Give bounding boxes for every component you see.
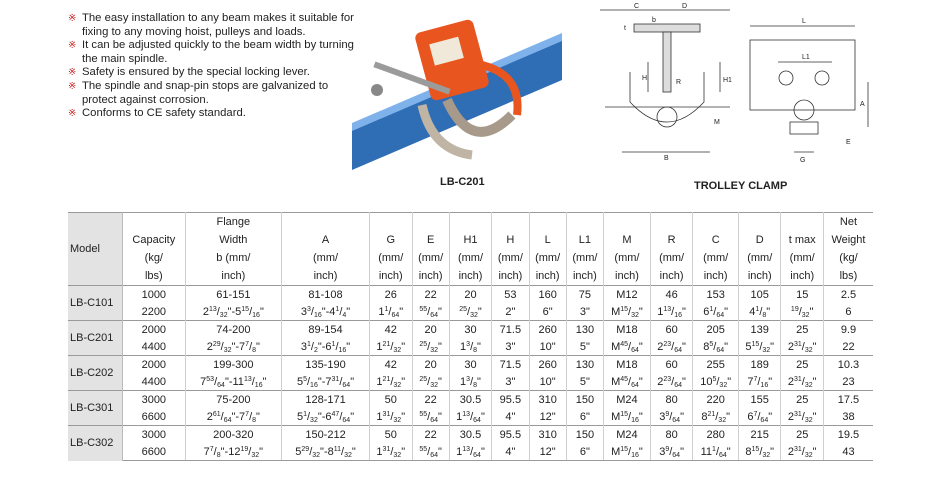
table-row [68,373,873,391]
table-cell: 25 [781,391,823,409]
header-weight: Weight [831,234,866,246]
header-e: (mm/ [412,249,449,267]
table-cell: 5" [566,373,603,391]
diagram-caption: TROLLEY CLAMP [694,180,788,192]
table-cell: $M^{15}/_{16}$" [604,443,651,461]
table-cell: 153 [693,286,739,304]
header-r: inch) [650,267,692,286]
header-h1: H1 [449,231,491,249]
table-cell: $4^1/_8$" [739,303,781,321]
header-t-max: t max [781,231,823,249]
header-e: inch) [412,267,449,286]
table-cell: 38 [842,410,855,423]
table-cell: 255 [693,356,739,374]
table-cell: 10" [529,373,566,391]
table-cell: 75-200 [185,391,281,409]
table-row [68,356,873,374]
table-cell: 19.5 [823,426,873,444]
header-g: inch) [370,267,412,286]
table-cell: M18 [604,321,651,339]
table-row [68,321,873,339]
table-cell: M24 [604,391,651,409]
table-cell: 53 [492,286,529,304]
table-cell: 310 [529,391,566,409]
table-cell: $5^1/_{32}"-6^{47}/_{64}$" [282,408,370,426]
label-g: G [800,157,806,164]
table-cell: 46 [650,286,692,304]
table-cell: $^{25}/_{32}$" [449,303,491,321]
table-cell: 89-154 [282,321,370,339]
table-row [68,303,873,321]
table-cell: 12" [529,443,566,461]
table-cell: 160 [529,286,566,304]
table-cell: $3^3/_{16}"-4^1/_4$" [282,303,370,321]
header-m: (mm/ [604,249,651,267]
table-cell: 2200 [123,303,186,321]
table-cell: $2^{31}/_{32}$" [781,338,823,356]
table-cell: $2^{31}/_{32}$" [781,443,823,461]
front-view-diagram [740,2,870,164]
table-cell: 22 [412,391,449,409]
header-row [68,249,873,267]
header-t-max: inch) [781,267,823,286]
table-cell: M18 [604,356,651,374]
table-cell: $2^{31}/_{32}$" [781,408,823,426]
table-cell: $1^1/_{64}$" [370,303,412,321]
table-row [68,391,873,409]
header-m [604,213,651,232]
table-cell: 30.5 [449,391,491,409]
table-cell: 150 [566,391,603,409]
table-cell: 95.5 [492,391,529,409]
label-c: C [634,3,640,10]
table-cell: 30 [449,321,491,339]
table-cell: $6^1/_{64}$" [693,303,739,321]
table-cell: $1^3/_8$" [449,373,491,391]
header-l: inch) [529,267,566,286]
table-cell: 3" [492,373,529,391]
table-cell: 6" [566,443,603,461]
clamp-ring [657,107,677,127]
table-cell: 215 [739,426,781,444]
header-g: (mm/ [370,249,412,267]
feature-text: The easy installation to any beam makes it suitable for fixing to any moving hoist, pulleys and loads. [82,12,354,38]
header-row [68,213,873,232]
header-row [68,267,873,286]
label-l1: L1 [802,54,810,61]
table-cell: 3000 [123,391,186,409]
header-a: inch) [282,267,370,286]
table-cell: 81-108 [282,286,370,304]
header-model: Model [68,213,123,286]
table-cell: 155 [739,391,781,409]
label-d: D [682,3,688,10]
table-cell: $^{25}/_{32}$" [412,373,449,391]
table-cell: $5^5/_{16}"-7^{31}/_{64}$" [282,373,370,391]
feature-text: Conforms to CE safety standard. [82,107,246,120]
header-d: D [739,231,781,249]
feature-item [68,39,358,66]
table-cell: $7^7/_{16}$" [739,373,781,391]
table-cell: $8^5/_{64}$" [693,338,739,356]
header-c [693,213,739,232]
table-row [68,286,873,304]
table-cell: $1^{13}/_{64}$" [449,408,491,426]
table-cell: $2^{61}/_{64}"-7^7/_8$" [185,408,281,426]
header-c: C [693,231,739,249]
header-d: (mm/ [739,249,781,267]
table-cell: 6" [529,303,566,321]
table-cell: 150-212 [282,426,370,444]
table-cell: 128-171 [282,391,370,409]
header-l1 [566,213,603,232]
table-cell: 30 [449,356,491,374]
table-cell: M12 [604,286,651,304]
table-cell: $1^{21}/_{32}$" [370,373,412,391]
table-cell: 205 [693,321,739,339]
table-cell: 4" [492,408,529,426]
header-capacity [123,213,186,232]
feature-text: The spindle and snap-pin stops are galvanized to protect against corrosion. [82,79,329,106]
header-weight: lbs) [839,270,858,282]
table-cell: $2^{13}/_{32}"-5^{15}/_{16}$" [185,303,281,321]
table-cell: $1^3/_8$" [449,338,491,356]
table-cell: 1000 [123,286,186,304]
label-r: R [676,79,682,86]
table-cell: 2000 [123,356,186,374]
header-d [739,213,781,232]
label-h1: H1 [723,77,732,84]
table-cell: $M^{15}/_{16}$" [604,408,651,426]
header-h: inch) [492,267,529,286]
label-h: H [642,75,648,82]
model-cell: LB-C202 [68,356,123,391]
label-a: A [860,101,865,108]
table-cell: 22 [842,340,855,353]
table-cell: $2^{23}/_{64}$" [650,338,692,356]
table-cell: 260 [529,356,566,374]
table-cell: $11^1/_{64}$" [693,443,739,461]
clamp-base [790,122,818,134]
feature-item [68,80,358,107]
table-cell: 199-300 [185,356,281,374]
table-cell: $^{19}/_{32}$" [781,303,823,321]
table-cell: $7^7/_8"-12^{19}/_{32}$" [185,443,281,461]
photo-caption: LB-C201 [440,176,485,188]
table-cell: 75 [566,286,603,304]
model-cell: LB-C201 [68,321,123,356]
header-flange: Flange [185,213,281,232]
table-cell: 61-151 [185,286,281,304]
header-l1: inch) [566,267,603,286]
header-r [650,213,692,232]
header-h: H [492,231,529,249]
table-row [68,443,873,461]
table-cell: 22 [412,286,449,304]
table-cell: 50 [370,426,412,444]
header-h: (mm/ [492,249,529,267]
header-l [529,213,566,232]
header-h1: (mm/ [449,249,491,267]
table-cell: 6" [566,408,603,426]
table-cell: $3^9/_{64}$" [650,408,692,426]
table-cell: 139 [739,321,781,339]
table-row [68,426,873,444]
table-cell: $M^{45}/_{64}$" [604,338,651,356]
table-cell: $1^{31}/_{32}$" [370,408,412,426]
table-cell: 74-200 [185,321,281,339]
feature-list [68,12,358,121]
table-cell: 189 [739,356,781,374]
feature-item [68,107,358,121]
table-cell: 280 [693,426,739,444]
beam-flange-top [634,24,700,32]
feature-item [68,12,358,39]
header-m: inch) [604,267,651,286]
header-l: (mm/ [529,249,566,267]
label-b: B [664,155,669,162]
table-cell: 25 [781,426,823,444]
label-e: E [846,139,851,146]
table-cell: 260 [529,321,566,339]
header-g [370,213,412,232]
header-row [68,231,873,249]
table-cell: $^{55}/_{64}$" [412,303,449,321]
spindle-knob [371,84,383,96]
table-cell: 200-320 [185,426,281,444]
table-cell: 310 [529,426,566,444]
model-cell: LB-C101 [68,286,123,321]
table-cell: $6^7/_{64}$" [739,408,781,426]
header-a [282,213,370,232]
header-flange: b (mm/ [185,249,281,267]
header-d: inch) [739,267,781,286]
table-cell: 6 [845,305,852,318]
table-cell: 50 [370,391,412,409]
table-cell: $1^{21}/_{32}$" [370,338,412,356]
table-cell: 60 [650,356,692,374]
table-cell: 150 [566,426,603,444]
table-cell: 25 [781,356,823,374]
table-cell: 60 [650,321,692,339]
product-photo [352,5,562,170]
table-cell: $8^{15}/_{32}$" [739,443,781,461]
table-cell: 130 [566,321,603,339]
table-cell: 95.5 [492,426,529,444]
table-cell: 43 [823,443,873,461]
table-cell: 2.5 [823,286,873,304]
table-cell: $M^{45}/_{64}$" [604,373,651,391]
side-view-diagram [590,2,750,164]
table-cell: 42 [370,321,412,339]
header-m: M [604,231,651,249]
feature-mark-icon: ※ [68,108,77,120]
table-cell: 4400 [123,373,186,391]
beam-web [663,32,671,92]
table-cell: 5" [566,338,603,356]
table-cell: $3^1/_2"-6^1/_{16}$" [282,338,370,356]
table-cell: $2^{23}/_{64}$" [650,373,692,391]
table-cell: $^{55}/_{64}$" [412,443,449,461]
table-cell: $5^{15}/_{32}$" [739,338,781,356]
header-t-max: (mm/ [781,249,823,267]
spec-table [68,212,873,461]
table-cell: $3^9/_{64}$" [650,443,692,461]
header-capacity: lbs) [123,267,186,286]
table-cell: 10.3 [823,356,873,374]
feature-text: It can be adjusted quickly to the beam width by turning the main spindle. [82,39,354,65]
label-l: L [802,18,806,25]
header-weight: Net [823,213,873,232]
wheel-right [815,71,829,85]
table-cell: 130 [566,356,603,374]
feature-mark-icon: ※ [68,67,77,79]
table-cell: $1^{13}/_{16}$" [650,303,692,321]
table-row [68,408,873,426]
table-cell: $1^{13}/_{64}$" [449,443,491,461]
table-cell: $8^{21}/_{32}$" [693,408,739,426]
table-cell: 25 [781,321,823,339]
table-cell: 220 [693,391,739,409]
header-capacity: Capacity [123,231,186,249]
table-cell: 30.5 [449,426,491,444]
feature-mark-icon: ※ [68,13,77,24]
table-cell: 3000 [123,426,186,444]
header-a: (mm/ [282,249,370,267]
label-t: t [624,25,626,32]
table-cell: $^{25}/_{32}$" [412,338,449,356]
header-t-max [781,213,823,232]
header-l: L [529,231,566,249]
table-cell: $2^{31}/_{32}$" [781,373,823,391]
table-cell: 80 [650,426,692,444]
table-cell: 17.5 [823,391,873,409]
header-flange: Width [185,231,281,249]
wheel-left [779,71,793,85]
feature-mark-icon: ※ [68,40,77,52]
table-cell: 20 [412,356,449,374]
header-a: A [282,231,370,249]
table-cell: 4400 [123,338,186,356]
header-h1 [449,213,491,232]
table-cell: $^{55}/_{64}$" [412,408,449,426]
header-g: G [370,231,412,249]
header-h1: inch) [449,267,491,286]
table-cell: 22 [412,426,449,444]
table-cell: $7^{53}/_{64}"-11^{13}/_{16}$" [185,373,281,391]
model-cell: LB-C302 [68,426,123,461]
table-cell: 3" [566,303,603,321]
table-cell: $10^5/_{32}$" [693,373,739,391]
feature-item [68,66,358,80]
table-cell: $5^{29}/_{32}"-8^{11}/_{32}$" [282,443,370,461]
header-l1: (mm/ [566,249,603,267]
header-flange: inch) [185,267,281,286]
model-cell: LB-C301 [68,391,123,426]
table-cell: 20 [412,321,449,339]
table-cell: 135-190 [282,356,370,374]
table-cell: $M^{15}/_{32}$" [604,303,651,321]
header-h [492,213,529,232]
trolley-frame [750,40,855,110]
table-cell: $1^{31}/_{32}$" [370,443,412,461]
table-row [68,338,873,356]
table-cell: 6600 [123,443,186,461]
table-cell: 6600 [123,408,186,426]
feature-mark-icon: ※ [68,80,77,92]
table-cell: 42 [370,356,412,374]
header-c: inch) [693,267,739,286]
table-cell: 26 [370,286,412,304]
label-m: M [714,119,720,126]
table-cell: 15 [781,286,823,304]
header-l1: L1 [566,231,603,249]
header-e: E [412,231,449,249]
table-cell: 80 [650,391,692,409]
table-cell: 10" [529,338,566,356]
table-cell: 105 [739,286,781,304]
header-e [412,213,449,232]
table-cell: 12" [529,408,566,426]
header-r: R [650,231,692,249]
table-cell: 2000 [123,321,186,339]
table-cell: 3" [492,338,529,356]
feature-text: Safety is ensured by the special locking lever. [82,66,310,79]
label-b-small: b [652,17,656,24]
table-cell: 71.5 [492,321,529,339]
table-cell: 23 [842,375,855,388]
table-cell: M24 [604,426,651,444]
header-weight: (kg/ [839,252,858,264]
table-cell: 9.9 [823,321,873,339]
table-cell: 4" [492,443,529,461]
table-cell: 2" [492,303,529,321]
table-cell: $2^{29}/_{32}"-7^7/_8$" [185,338,281,356]
header-c: (mm/ [693,249,739,267]
header-r: (mm/ [650,249,692,267]
table-cell: 71.5 [492,356,529,374]
table-cell: 20 [449,286,491,304]
header-capacity: (kg/ [123,249,186,267]
